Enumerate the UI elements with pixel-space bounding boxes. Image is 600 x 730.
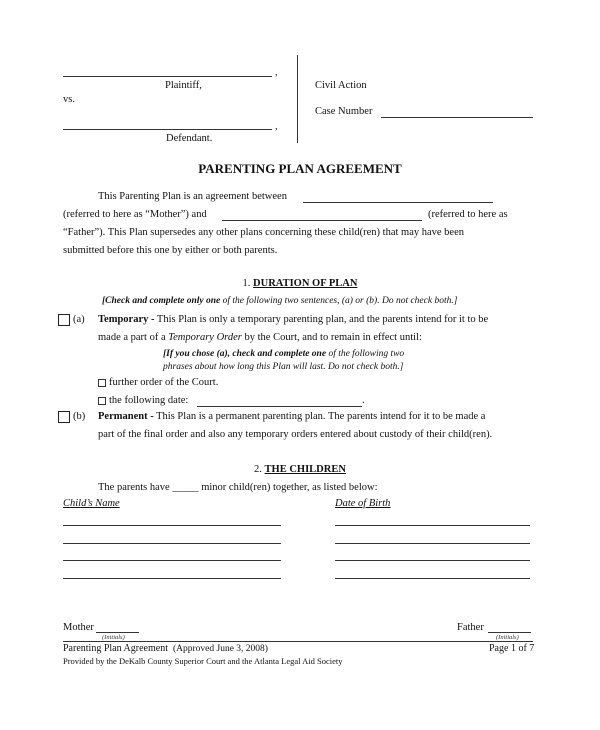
child-name-header: Child’s Name bbox=[63, 498, 120, 509]
child-name-field-3[interactable] bbox=[63, 560, 281, 561]
intro-line2-suffix: (referred to here as bbox=[428, 209, 508, 220]
case-number-label: Case Number bbox=[315, 106, 373, 117]
children-count-line: The parents have _____ minor child(ren) together, as listed below: bbox=[98, 482, 378, 493]
section1-heading bbox=[0, 277, 600, 290]
sub-option-date-checkbox[interactable] bbox=[98, 397, 106, 405]
option-b-checkbox[interactable] bbox=[58, 411, 70, 423]
section2-heading bbox=[0, 463, 600, 476]
plaintiff-name-line[interactable] bbox=[63, 76, 272, 77]
section1-title: DURATION OF PLAN bbox=[253, 278, 358, 289]
footer-page-number: Page 1 of 7 bbox=[489, 643, 535, 654]
intro-line2-prefix: (referred to here as “Mother”) and bbox=[63, 209, 207, 220]
option-b-line2: part of the final order and also any temporary orders entered about custody of their child(ren). bbox=[98, 429, 493, 440]
case-number-field[interactable] bbox=[381, 117, 533, 118]
section2-title: THE CHILDREN bbox=[264, 464, 346, 475]
footer-provided-by: Provided by the DeKalb County Superior Court and the Atlanta Legal Aid Society bbox=[63, 656, 343, 666]
father-initials-caption: (Initials) bbox=[496, 634, 519, 641]
caption-divider bbox=[297, 55, 298, 143]
defendant-label: Defendant. bbox=[166, 133, 213, 144]
mother-initials-caption: (Initials) bbox=[102, 634, 125, 641]
child-dob-field-4[interactable] bbox=[335, 578, 530, 579]
child-dob-field-3[interactable] bbox=[335, 560, 530, 561]
following-date-period: . bbox=[362, 395, 365, 406]
footer-doc-info: Parenting Plan Agreement (Approved June 3, 2008) bbox=[63, 643, 268, 654]
section1-instruction: [Check and complete only one of the following two sentences, (a) or (b). Do not check both.] bbox=[102, 296, 458, 306]
defendant-name-line[interactable] bbox=[63, 129, 272, 130]
plaintiff-label: Plaintiff, bbox=[165, 80, 202, 91]
option-a-line1: Temporary - This Plan is only a temporary parenting plan, and the parents intend for it to be bbox=[98, 314, 489, 325]
intro-line3: “Father”). This Plan supersedes any other plans concerning these child(ren) that may have been bbox=[63, 227, 464, 238]
sub-option-date-label: the following date: bbox=[109, 395, 189, 406]
document-title: PARENTING PLAN AGREEMENT bbox=[198, 161, 402, 176]
vs-label: vs. bbox=[63, 94, 75, 105]
sub-instruction-line2: phrases about how long this Plan will last. Do not check both.] bbox=[163, 362, 404, 372]
sub-option-further-order-checkbox[interactable] bbox=[98, 379, 106, 387]
sub-option-further-order-label: further order of the Court. bbox=[109, 377, 219, 388]
intro-line4: submitted before this one by either or both parents. bbox=[63, 245, 278, 256]
option-a-checkbox[interactable] bbox=[58, 314, 70, 326]
section1-number: 1. bbox=[242, 278, 251, 289]
child-name-field-4[interactable] bbox=[63, 578, 281, 579]
civil-action-label: Civil Action bbox=[315, 80, 367, 91]
option-a-line2: made a part of a Temporary Order by the Court, and to remain in effect until: bbox=[98, 332, 422, 343]
sub-instruction-line1: [If you chose (a), check and complete one of the following two bbox=[163, 349, 405, 359]
children-count-field[interactable]: _____ bbox=[172, 482, 199, 493]
child-dob-field-2[interactable] bbox=[335, 543, 530, 544]
father-initials-field[interactable] bbox=[488, 632, 531, 633]
father-name-field[interactable] bbox=[222, 220, 422, 221]
option-b-line1: Permanent - This Plan is a permanent parenting plan. The parents intend for it to be made a bbox=[98, 411, 486, 422]
mother-initials-field[interactable] bbox=[96, 632, 139, 633]
father-initials-label: Father bbox=[457, 622, 484, 633]
intro-line1: This Parenting Plan is an agreement between bbox=[98, 191, 287, 202]
mother-initials-label: Mother bbox=[63, 622, 94, 633]
mother-name-field[interactable] bbox=[303, 202, 493, 203]
child-name-field-2[interactable] bbox=[63, 543, 281, 544]
child-dob-field-1[interactable] bbox=[335, 525, 530, 526]
child-name-field-1[interactable] bbox=[63, 525, 281, 526]
section2-number: 2. bbox=[254, 464, 262, 475]
option-b-marker: (b) bbox=[73, 411, 86, 422]
plaintiff-comma: , bbox=[275, 67, 278, 78]
defendant-comma: , bbox=[275, 121, 278, 132]
option-a-marker: (a) bbox=[73, 314, 85, 325]
date-of-birth-header: Date of Birth bbox=[335, 498, 391, 509]
following-date-field[interactable] bbox=[197, 406, 362, 407]
